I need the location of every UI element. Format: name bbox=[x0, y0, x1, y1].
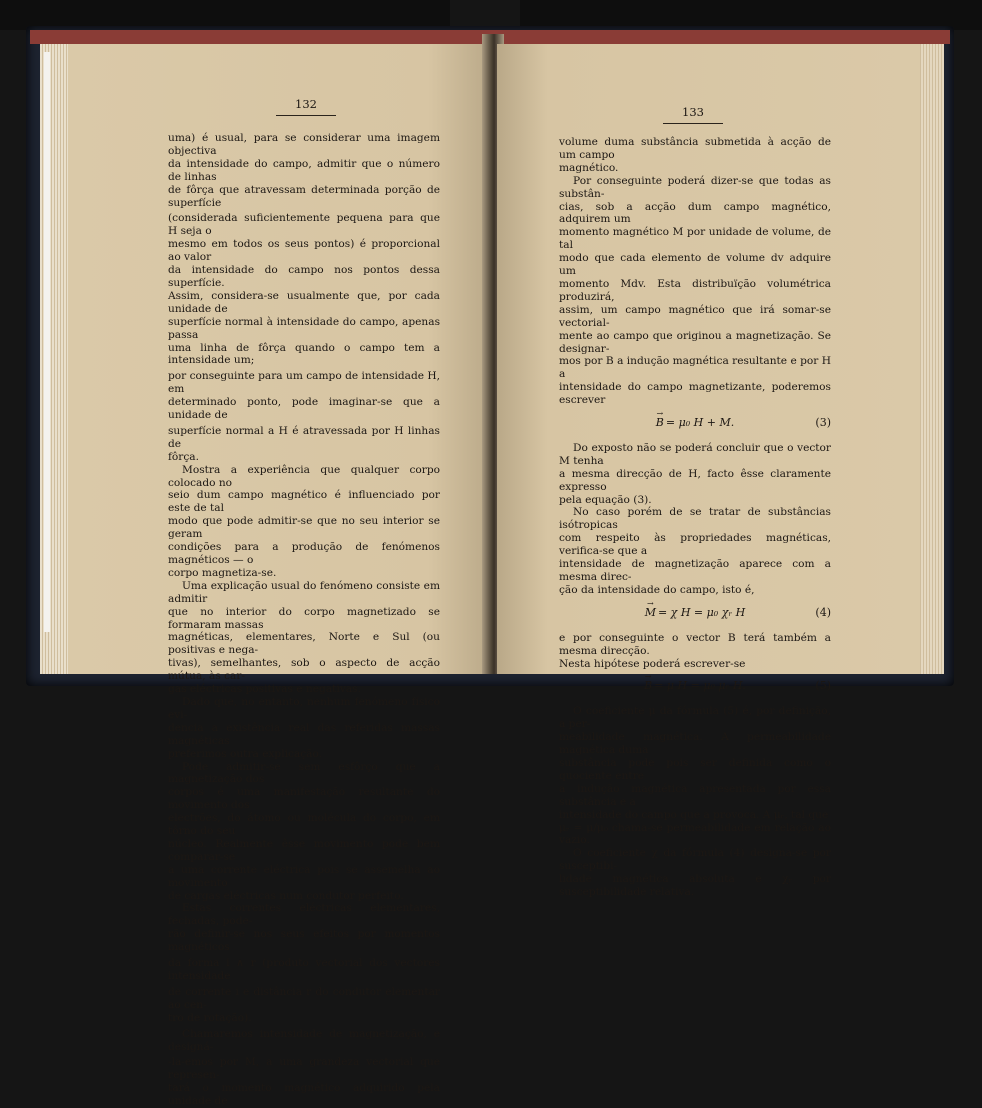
text-line: Nesta hipótese poderá escrever-se bbox=[559, 657, 746, 670]
text-line: O coeficiente χ da fórmula (4) designa-se por susceptibi- bbox=[559, 847, 831, 873]
text-line: pela equação (3). bbox=[559, 493, 652, 506]
text-line: magnéticas, elementares, Norte e Sul (ou positivas e nega- bbox=[168, 631, 440, 657]
text-line: Mostra a experiência que qualquer corpo colocado no bbox=[168, 463, 440, 489]
text-line: assim, um campo magnético que irá somar-se vectorial- bbox=[559, 303, 831, 329]
text-line: com respeito às propriedades magnéticas, verifica-se que a bbox=[559, 532, 831, 558]
right-page-stack bbox=[920, 44, 944, 674]
text-line: Estas correntes eléctricas elementares, fechadas, pode- bbox=[168, 902, 440, 928]
text-line: cias, sob a acção dum campo magnético, adquirem um bbox=[559, 200, 831, 226]
text-line: da intensidade do campo nos pontos dessa superfície. bbox=[168, 264, 440, 289]
text-line: Dado que, no entanto, nenhum fenómeno físico evi- bbox=[168, 695, 440, 721]
text-line: modo que pode admitir-se que no seu interior se geram bbox=[168, 515, 440, 541]
text-line: Por conseguinte poderá dizer-se que todas as substân- bbox=[559, 174, 831, 200]
text-line: seio dum campo magnético é influenciado por este de tal bbox=[168, 489, 440, 515]
text-line: superfície normal à intensidade do campo, apenas passa bbox=[168, 315, 440, 341]
text-line: de cargas eléctricas num condutor perfeito. bbox=[168, 889, 404, 902]
equation-3 bbox=[559, 417, 831, 430]
text-line: condições para a produção de fenómenos magnéticos — o bbox=[168, 541, 440, 566]
text-line: mesmo em todos os seus pontos) é proporcional ao valor bbox=[168, 238, 440, 264]
equation-rhs: = χ H = μ₀ χᵣ H bbox=[657, 605, 746, 619]
text-line: da intensidade do campo, admitir que o número de linhas bbox=[168, 157, 440, 183]
text-line: intensidade de magnetização aparece com a mesma direc- bbox=[559, 558, 831, 583]
text-line: rão definir-se nos seus efeitos por momentos magnéticos bbox=[168, 928, 440, 954]
page-number-right: 133 bbox=[682, 105, 704, 119]
equation-lhs: → B bbox=[656, 417, 664, 430]
text-line: preferimos outra explicação. bbox=[168, 747, 323, 760]
text-line: fôrça. bbox=[168, 450, 199, 463]
text-line: corpos é uma manifestação resultante do movimento dos bbox=[168, 786, 440, 812]
text-line: Assim, considera-se usualmente que, por cada unidade de bbox=[168, 289, 440, 315]
text-line: intensidade do campo magnetizante, poderemos escrever bbox=[559, 381, 831, 407]
text-line: tivas), semelhantes, sob o aspecto de acção mútua, às car- bbox=[168, 657, 440, 683]
equation-number: (3) bbox=[815, 416, 831, 430]
text-line: modo que cada elemento de volume dv adquire um bbox=[559, 252, 831, 278]
equation-lhs: → M bbox=[645, 607, 656, 620]
text-line: -la-emos por M, a uma grandeza vectorial que represen- bbox=[168, 1056, 440, 1082]
text-line: O coeficiente μ da fórmula (5) é, por definição, a per- bbox=[559, 705, 831, 731]
page-number-left: 132 bbox=[295, 97, 317, 111]
left-page-stack bbox=[40, 44, 68, 674]
text-line: Do exposto não se poderá concluir que o vector M tenha bbox=[559, 441, 831, 467]
text-line: mos por B a indução magnética resultante e por H a bbox=[559, 355, 831, 381]
text-line: electrões, do átomo ou molécula do corpo, em tôrno do seu bbox=[168, 812, 440, 838]
text-line: magnético. bbox=[559, 161, 619, 174]
text-line: Pode admitir-se sem esfôrço que a magnetização dos bbox=[168, 760, 440, 786]
text-line: de fôrça que atravessam determinada porção de superfície bbox=[168, 183, 440, 209]
text-line: No caso porém de se tratar de substâncias isótropicas bbox=[559, 506, 831, 532]
text-line: uma) é usual, para se considerar uma imagem objectiva bbox=[168, 132, 440, 157]
text-line: a indução magnética apresentada por essa substância e a bbox=[559, 782, 831, 808]
text-line: dencia a existência real das referidas massas magnéticas bbox=[168, 721, 440, 747]
equation-4 bbox=[559, 607, 831, 620]
text-line: que no interior do corpo magnetizado se formaram massas bbox=[168, 605, 440, 631]
left-page-body bbox=[168, 132, 440, 1108]
text-line: gas eléctricas positivas e negativas. bbox=[168, 683, 361, 696]
text-line: corpo magnetiza-se. bbox=[168, 566, 277, 579]
text-line: por conseguinte para um campo de intensidade H, em bbox=[168, 370, 440, 396]
text-line: a mesma direcção de H, facto êsse claramente expresso bbox=[559, 467, 831, 493]
equation-5 bbox=[559, 680, 831, 693]
text-line: Uma explicação usual do fenómeno consiste em admitir bbox=[168, 579, 440, 605]
right-page-body bbox=[559, 136, 831, 899]
text-line: lidade magnética absoluta e χᵣ por susceptibilidade relativa. bbox=[559, 873, 831, 899]
equation-rhs: = μ₀ H + M. bbox=[665, 416, 735, 430]
text-line: tro de rotação). bbox=[168, 1011, 252, 1024]
text-line: volume duma substância submetida à acção de um campo bbox=[559, 136, 831, 161]
text-line: μᵣ = μ/μ₀ chama-se permeabilidade em relação ao vazio. bbox=[559, 821, 831, 847]
text-line: meabilidade magnética. A permeabilidade magnética duma bbox=[559, 731, 831, 757]
text-line: de corrente i e distância r do condutor elementar ao cen- bbox=[168, 985, 440, 1011]
text-line: uma linha de fôrça quando o campo tem a intensidade um; bbox=[168, 341, 440, 367]
right-page bbox=[497, 44, 920, 899]
text-line: (considerada suficientemente pequena para que H seja o bbox=[168, 212, 440, 238]
equation-rhs: = μ H = μ₀ μᵣ H. bbox=[654, 679, 746, 693]
text-line: momento Mdv. Esta distribuïção volumétrica produzirá, bbox=[559, 277, 831, 303]
equation-number: (4) bbox=[815, 605, 831, 619]
text-line: da forma i ∧ r (produto vectorial dos vectores intensidade bbox=[168, 957, 440, 982]
left-page bbox=[68, 44, 492, 1108]
header-rule-left bbox=[276, 115, 336, 116]
text-line: substância pode pois ser definida como o quociente entre bbox=[559, 756, 831, 782]
text-line: ção da intensidade do campo, isto é, bbox=[559, 583, 755, 596]
text-line: determinado ponto, pode imaginar-se que a unidade de bbox=[168, 396, 440, 422]
text-line: Chamaremos intensidade de magnetização, e designá- bbox=[168, 1027, 440, 1053]
text-line: tará o momento magnético adquirido pela unidade de bbox=[168, 1082, 440, 1108]
header-rule-right bbox=[663, 123, 723, 124]
text-line: momento magnético M por unidade de volume, de tal bbox=[559, 226, 831, 252]
text-line: mente ao campo que originou a magnetização. Se designar- bbox=[559, 329, 831, 355]
text-line: intensidade do campo que a provoca. A μᵣ, tal que bbox=[559, 808, 829, 821]
text-line: e por conseguinte o vector B terá também a mesma direcção. bbox=[559, 631, 831, 657]
text-line: a uma corrente eléctrica pois se assemelha ao movimento bbox=[168, 863, 440, 889]
equation-lhs: → B bbox=[644, 680, 652, 693]
equation-number: (5) bbox=[815, 679, 831, 693]
text-line: superfície normal a H é atravessada por H linhas de bbox=[168, 424, 440, 450]
text-line: núcleo. Realmente êsse movimento pode bem comparar-se bbox=[168, 837, 440, 863]
